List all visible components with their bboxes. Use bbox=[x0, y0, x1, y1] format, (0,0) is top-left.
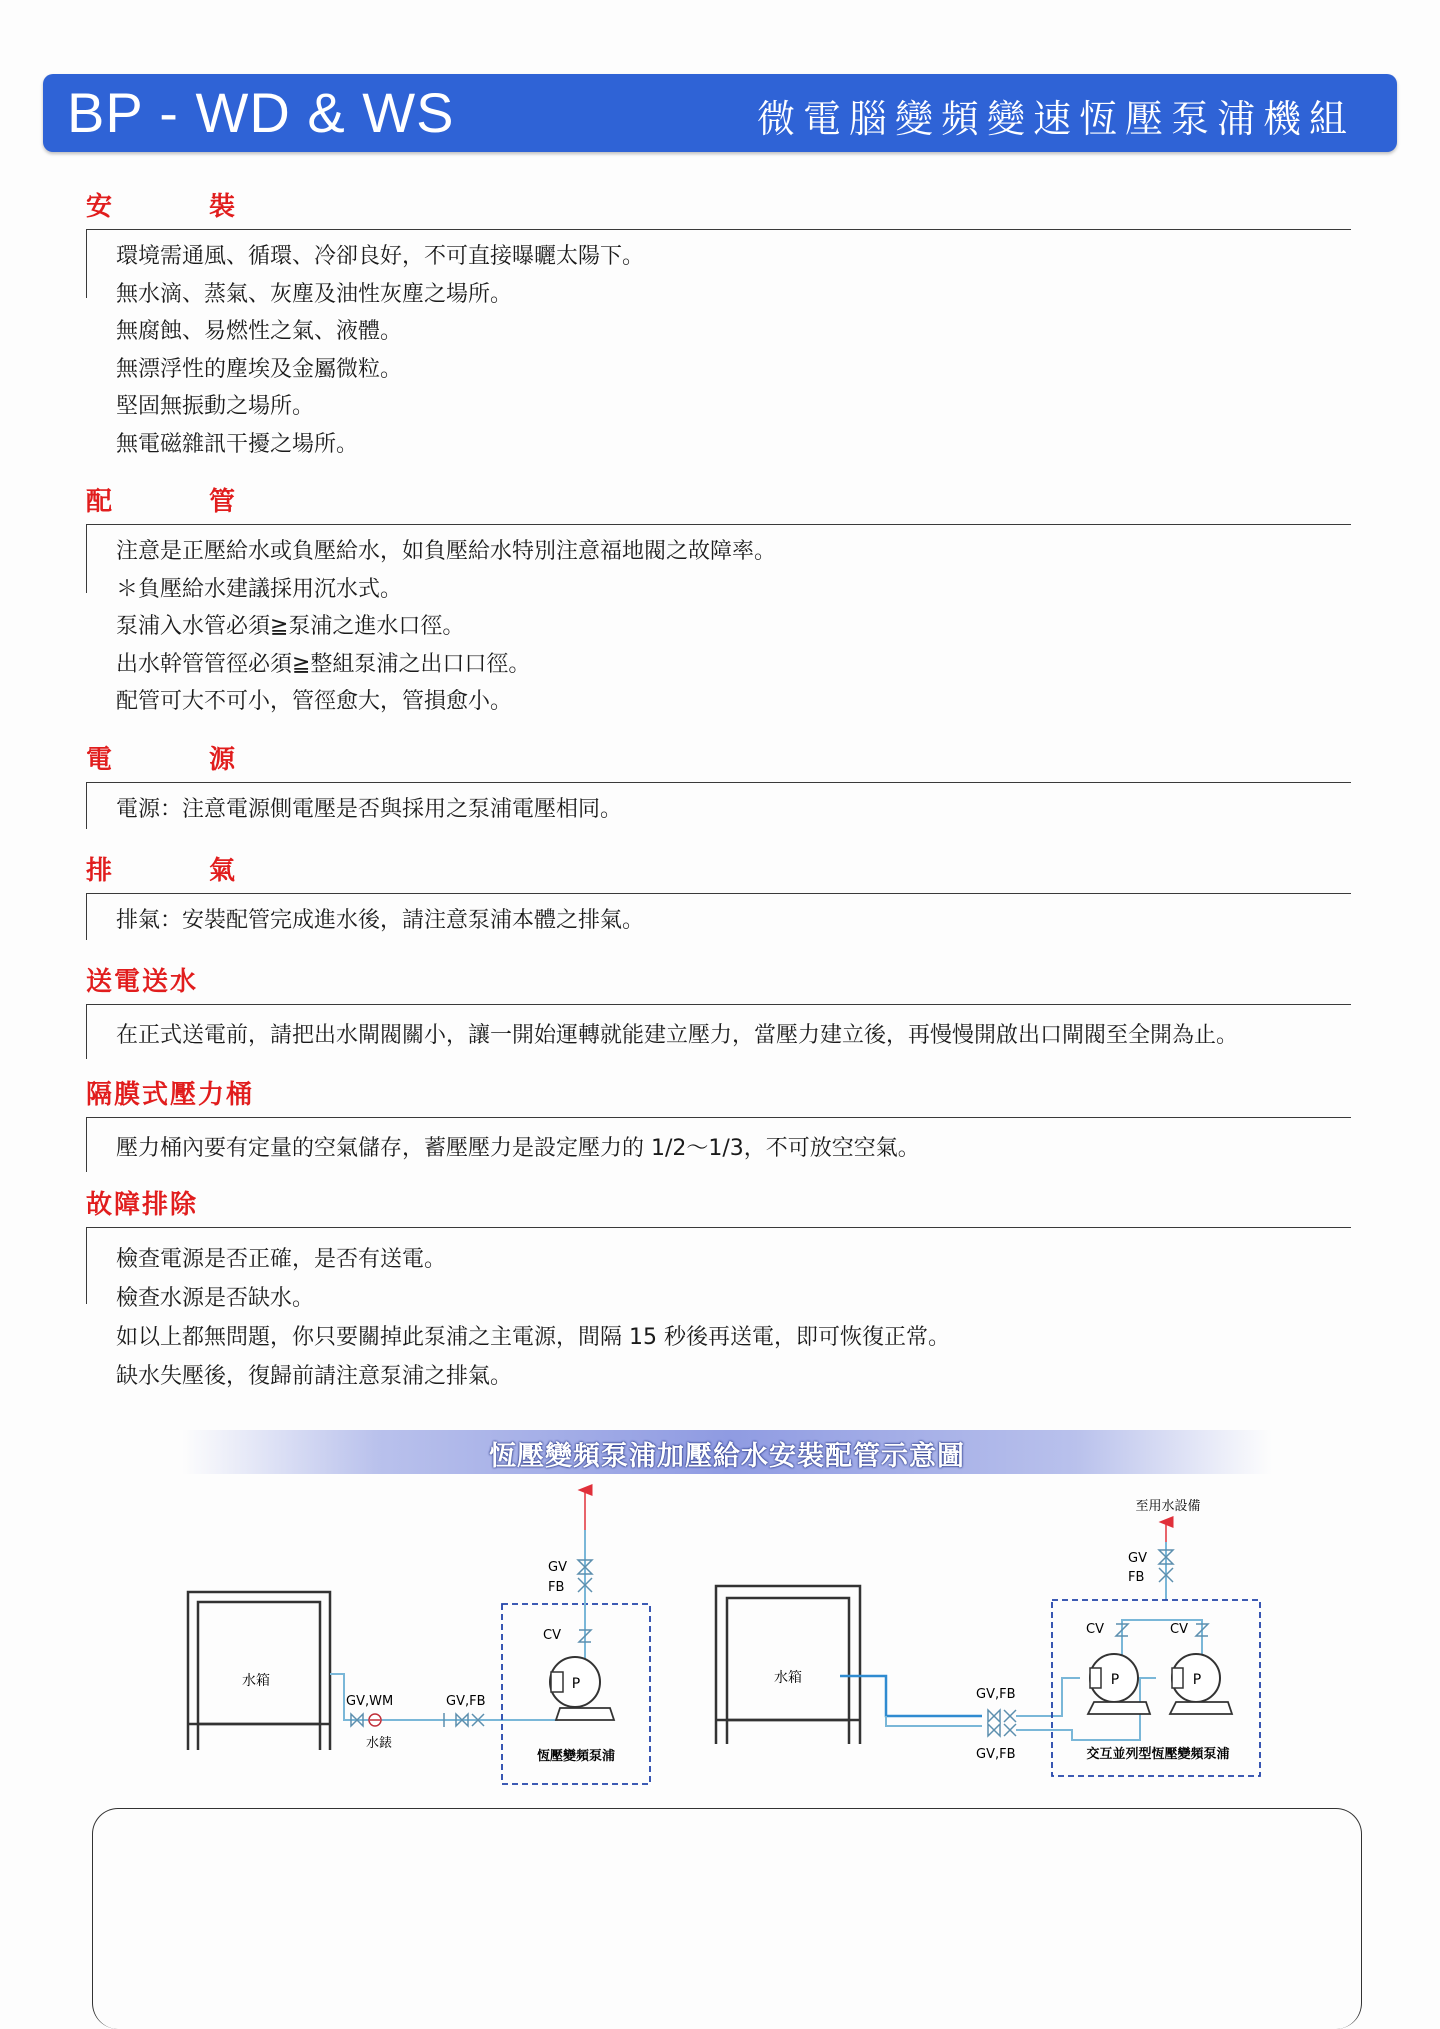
text-line: 環境需通風、循環、冷卻良好，不可直接曝曬太陽下。 bbox=[116, 244, 645, 269]
bottom-frame bbox=[92, 1808, 1362, 2029]
section-rule bbox=[86, 893, 1351, 894]
text-line: 無水滴、蒸氣、灰塵及油性灰塵之場所。 bbox=[116, 281, 513, 307]
section-bar bbox=[86, 783, 87, 829]
text-line: 無腐蝕、易燃性之氣、液體。 bbox=[116, 319, 403, 344]
gate-valve-icon bbox=[988, 1710, 1000, 1722]
pump-label: P bbox=[1110, 1672, 1120, 1688]
text-line: 缺水失壓後，復歸前請注意泵浦之排氣。 bbox=[116, 1364, 513, 1389]
section-bar bbox=[86, 1005, 87, 1059]
section-troubleshooting bbox=[86, 1188, 1351, 1389]
header-bar bbox=[43, 74, 1397, 152]
piping-diagram bbox=[0, 1480, 1440, 1820]
cv-label: CV bbox=[1170, 1622, 1188, 1637]
text-line: ＊負壓給水建議採用沉水式。 bbox=[116, 576, 403, 602]
valve-label: GV,WM bbox=[346, 1694, 394, 1709]
product-subtitle: 微電腦變頻變速恆壓泵浦機組 bbox=[756, 97, 1355, 141]
right-water-tank bbox=[716, 1586, 860, 1744]
section-rule bbox=[86, 524, 1351, 525]
section-body bbox=[116, 1017, 1238, 1055]
destination-label: 至用水設備 bbox=[1135, 1499, 1201, 1514]
text-line: 注意是正壓給水或負壓給水，如負壓給水特別注意福地閥之故障率。 bbox=[116, 539, 777, 564]
text-line: 無電磁雜訊干擾之場所。 bbox=[116, 431, 359, 457]
section-venting bbox=[86, 854, 1351, 933]
pump-label: P bbox=[571, 1676, 581, 1692]
model-name: BP - WD & WS bbox=[67, 81, 455, 144]
section-installation bbox=[86, 190, 1351, 457]
section-title: 配 管 bbox=[86, 487, 280, 517]
cv-label: CV bbox=[1086, 1622, 1104, 1637]
gv-label: GV bbox=[548, 1560, 567, 1575]
section-body bbox=[116, 238, 644, 463]
right-pump-unit bbox=[1052, 1600, 1260, 1776]
left-water-tank bbox=[188, 1592, 330, 1750]
section-bar bbox=[86, 1228, 87, 1304]
valve-label: GV,FB bbox=[976, 1747, 1016, 1762]
flexible-joint-icon bbox=[1004, 1710, 1016, 1722]
text-line: 出水幹管管徑必須≧整組泵浦之出口口徑。 bbox=[116, 651, 531, 677]
tank-label: 水箱 bbox=[242, 1673, 270, 1689]
text-line: 在正式送電前，請把出水閘閥關小，讓一開始運轉就能建立壓力，當壓力建立後，再慢慢開啟出口閘閥至全開為止。 bbox=[116, 1023, 1239, 1048]
section-bar bbox=[86, 230, 87, 298]
text-line: 檢查水源是否缺水。 bbox=[116, 1286, 315, 1311]
section-body bbox=[116, 533, 776, 721]
section-rule bbox=[86, 229, 1351, 230]
meter-label: 水錶 bbox=[366, 1736, 393, 1751]
cv-label: CV bbox=[543, 1628, 561, 1643]
section-title: 排 氣 bbox=[86, 856, 280, 886]
flexible-joint-icon bbox=[1004, 1724, 1016, 1736]
fb-label: FB bbox=[548, 1580, 565, 1595]
tank-label: 水箱 bbox=[774, 1670, 802, 1686]
section-power bbox=[86, 743, 1351, 822]
gv-label: GV bbox=[1128, 1551, 1147, 1566]
left-suction-pipe bbox=[330, 1674, 558, 1751]
section-title: 隔膜式壓力桶 bbox=[86, 1080, 255, 1110]
section-title: 電 源 bbox=[86, 745, 280, 775]
diagram-banner bbox=[182, 1430, 1272, 1474]
section-body bbox=[116, 1240, 950, 1396]
section-title: 安 裝 bbox=[86, 192, 280, 222]
section-body bbox=[116, 1130, 920, 1168]
pump-caption: 恆壓變頻泵浦 bbox=[536, 1749, 616, 1764]
text-line: 泵浦入水管必須≧泵浦之進水口徑。 bbox=[116, 614, 465, 639]
section-rule bbox=[86, 1117, 1351, 1118]
diagram-title: 恆壓變頻泵浦加壓給水安裝配管示意圖 bbox=[489, 1441, 965, 1472]
text-line: 電源：注意電源側電壓是否與採用之泵浦電壓相同。 bbox=[116, 797, 623, 822]
section-pressure-tank bbox=[86, 1078, 1351, 1161]
pump-caption: 交互並列型恆壓變頻泵浦 bbox=[1086, 1747, 1230, 1762]
section-rule bbox=[86, 1227, 1351, 1228]
section-rule bbox=[86, 782, 1351, 783]
gate-valve-icon bbox=[988, 1724, 1000, 1736]
left-pump-unit bbox=[502, 1490, 650, 1784]
fb-label: FB bbox=[1128, 1570, 1145, 1585]
text-line: 配管可大不可小，管徑愈大，管損愈小。 bbox=[116, 689, 513, 714]
valve-label: GV,FB bbox=[446, 1694, 486, 1709]
text-line: 無漂浮性的塵埃及金屬微粒。 bbox=[116, 356, 403, 382]
section-power-water bbox=[86, 965, 1351, 1048]
section-bar bbox=[86, 525, 87, 593]
section-title: 故障排除 bbox=[86, 1190, 199, 1220]
section-title: 送電送水 bbox=[86, 967, 199, 997]
text-line: 如以上都無問題，你只要關掉此泵浦之主電源，間隔 15 秒後再送電，即可恢復正常。 bbox=[116, 1325, 950, 1350]
text-line: 排氣：安裝配管完成進水後，請注意泵浦本體之排氣。 bbox=[116, 908, 645, 933]
pump-label: P bbox=[1192, 1672, 1202, 1688]
section-rule bbox=[86, 1004, 1351, 1005]
section-body bbox=[116, 902, 644, 940]
text-line: 壓力桶內要有定量的空氣儲存，蓄壓壓力是設定壓力的 1/2～1/3，不可放空空氣。 bbox=[116, 1136, 920, 1161]
text-line: 檢查電源是否正確，是否有送電。 bbox=[116, 1247, 447, 1272]
section-bar bbox=[86, 894, 87, 940]
section-bar bbox=[86, 1118, 87, 1172]
section-body bbox=[116, 791, 622, 829]
valve-label: GV,FB bbox=[976, 1687, 1016, 1702]
section-piping bbox=[86, 485, 1351, 714]
text-line: 堅固無振動之場所。 bbox=[116, 394, 315, 419]
